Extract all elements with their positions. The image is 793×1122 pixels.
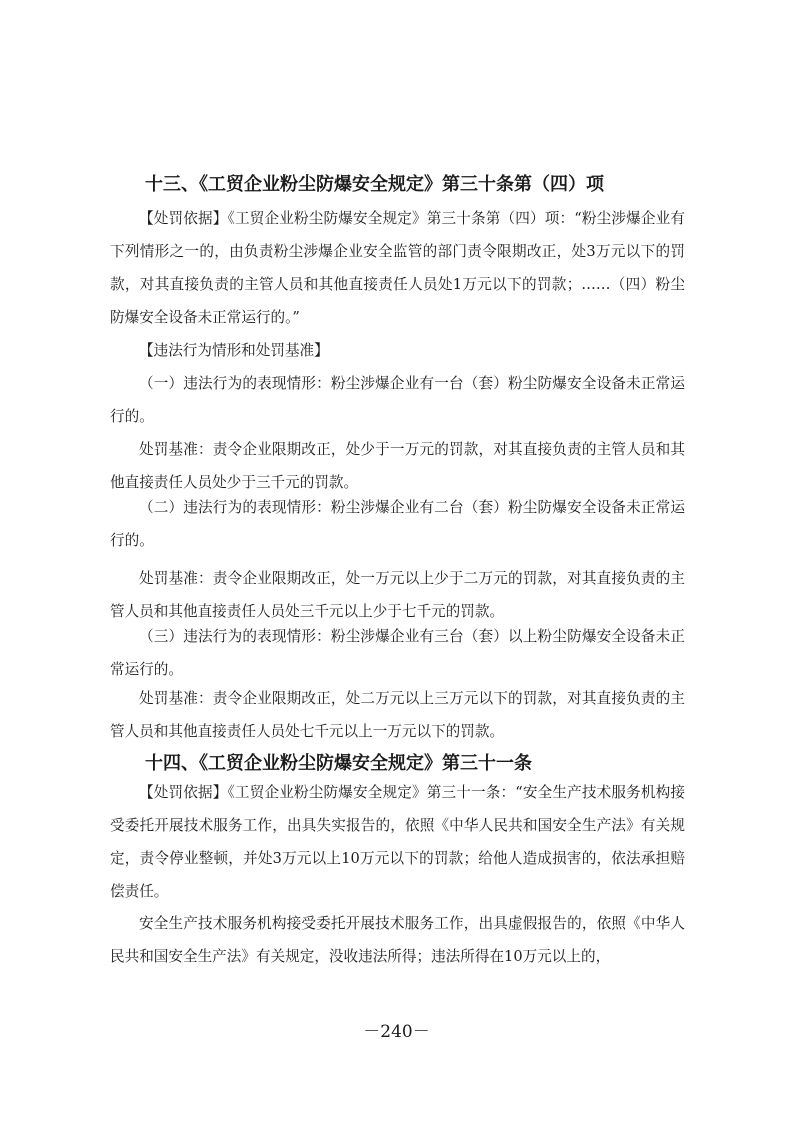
page-number: －240－ (363, 1022, 430, 1042)
section-heading-13: 十三、《工贸企业粉尘防爆安全规定》第三十条第（四）项 (145, 174, 604, 195)
violation-case-3: （三）违法行为的表现情形：粉尘涉爆企业有三台（套）以上粉尘防爆安全设备未正常运行的。 (110, 628, 685, 678)
violation-case-2: （二）违法行为的表现情形：粉尘涉爆企业有二台（套）粉尘防爆安全设备未正常运行的。 (110, 499, 685, 549)
section-heading-14: 十四、《工贸企业粉尘防爆安全规定》第三十一条 (145, 753, 532, 774)
penalty-standard-2: 处罚基准：责令企业限期改正，处一万元以上少于二万元的罚款，对其直接负责的主管人员和其他直接责任人员处三千元以上少于七千元的罚款。 (110, 570, 685, 620)
violation-case-1: （一）违法行为的表现情形：粉尘涉爆企业有一台（套）粉尘防爆安全设备未正常运行的。 (110, 375, 685, 425)
false-report-paragraph: 安全生产技术服务机构接受委托开展技术服务工作，出具虚假报告的，依照《中华人民共和国安全生产法》有关规定，没收违法所得；违法所得在10万元以上的， (110, 915, 685, 965)
penalty-standard-1: 处罚基准：责令企业限期改正，处少于一万元的罚款，对其直接负责的主管人员和其他直接责任人员处少于三千元的罚款。 (110, 441, 685, 491)
penalty-basis-paragraph-2: 【处罚依据】《工贸企业粉尘防爆安全规定》第三十一条：“安全生产技术服务机构接受委托开展技术服务工作，出具失实报告的，依照《中华人民共和国安全生产法》有关规定，责令停业整顿，并处3万元以上10万元以下的罚款；给他人造成损害的，依法承担赔偿责任。 (110, 784, 685, 900)
penalty-standard-3: 处罚基准：责令企业限期改正，处二万元以上三万元以下的罚款，对其直接负责的主管人员和其他直接责任人员处七千元以上一万元以下的罚款。 (110, 690, 685, 740)
penalty-basis-paragraph: 【处罚依据】《工贸企业粉尘防爆安全规定》第三十条第（四）项：“粉尘涉爆企业有下列情形之一的，由负责粉尘涉爆企业安全监管的部门责令限期改正，处3万元以下的罚款，对其直接负责的主管人员和其他直接责任人员处1万元以下的罚款；……（四）粉尘防爆安全设备未正常运行的。” (110, 210, 685, 326)
violation-standard-label: 【违法行为情形和处罚基准】 (139, 342, 329, 359)
